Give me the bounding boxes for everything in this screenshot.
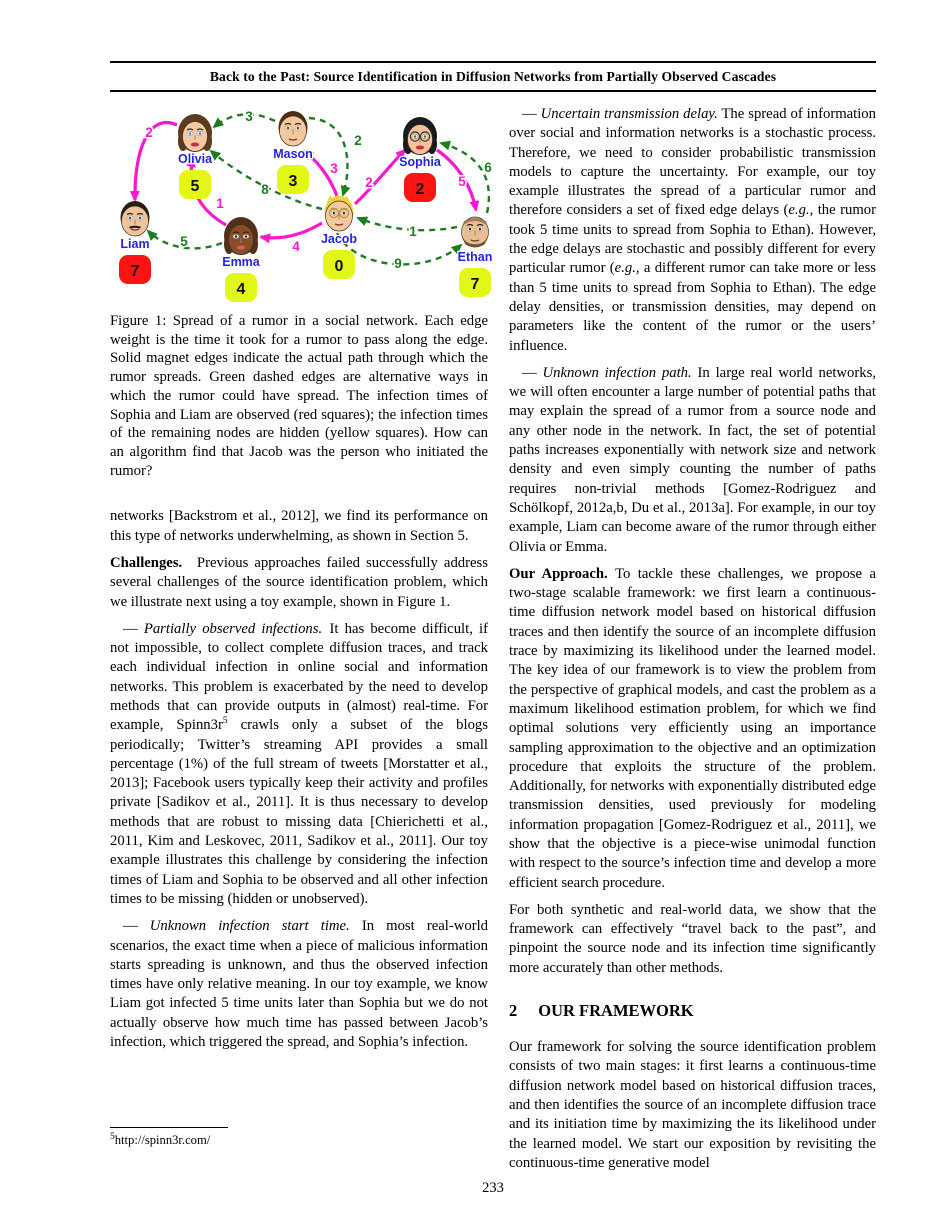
paragraph bbox=[509, 1038, 876, 1173]
footnote-rule bbox=[110, 1127, 228, 1128]
text-segment: Unknown infection path. bbox=[542, 364, 692, 381]
text-segment: — bbox=[123, 918, 150, 935]
paragraph bbox=[509, 105, 876, 356]
infection-time-value: 0 bbox=[334, 258, 344, 275]
text-segment: Uncertain transmission delay. bbox=[540, 106, 718, 122]
node-name-label: Sophia bbox=[399, 155, 441, 169]
header-rule-top bbox=[110, 61, 876, 63]
node-jacob bbox=[321, 194, 357, 279]
edge-weight-label: 1 bbox=[216, 196, 224, 211]
edge-jacob-emma bbox=[261, 223, 322, 254]
text-segment: In most real-world scenarios, the exact time when a piece of malicious information starts spreading is unknown, and thus the observed infection times have only relative meaning. In our toy example, we know Liam got infected 5 time units later than Sophia but we do not actually observe how much time has passed between Jacob’s infection, which triggered the spread, and Sophia’s infection. bbox=[110, 918, 489, 1051]
footnote-reference: 5 bbox=[222, 716, 228, 727]
edge-weight-label: 4 bbox=[292, 239, 300, 254]
edge-olivia-liam bbox=[135, 123, 177, 200]
paragraph bbox=[509, 901, 876, 978]
right-column-paragraphs-bottom bbox=[509, 1038, 876, 1173]
node-name-label: Olivia bbox=[177, 152, 213, 166]
edge-weight-label: 9 bbox=[394, 256, 402, 271]
text-segment: Our Approach. bbox=[509, 565, 608, 582]
text-segment: Previous approaches failed successfully address several challenges of the source identification problem, which we illustrate next using a toy example, shown in Figure 1. bbox=[110, 554, 488, 610]
edge-weight-label: 2 bbox=[354, 133, 362, 148]
figure-1 bbox=[110, 104, 498, 305]
edge-weight-label: 6 bbox=[484, 160, 492, 175]
paragraph bbox=[110, 554, 488, 612]
edge-ethan-jacob bbox=[358, 218, 457, 239]
node-name-label: Mason bbox=[273, 147, 313, 161]
infection-time-value: 7 bbox=[130, 263, 140, 280]
text-segment: It has become difficult, if not impossible, to collect complete diffusion traces, and track each individual infection in online social and information networks. This problem is exacerbated by the need to develop methods that can provide outputs in (almost) real-time. For example, Spinn3r bbox=[110, 620, 488, 734]
text-segment: In large real world networks, we will often encounter a large number of potential paths that may explain the spread of a rumor from a source node and any other node in the network. In fact, the set of potential paths increases exponentially with network size and network density and even simply counting the number of paths requires non-trivial methods [Gomez-Rodriguez and Schölkopf, 2012a,b, Du et al., 2013a]. For example, in our toy example, Liam can become aware of the rumor through either Olivia or Emma. bbox=[509, 364, 876, 555]
running-head-title: Back to the Past: Source Identification in Diffusion Networks from Partially Observed Cascades bbox=[209, 69, 777, 84]
paragraph bbox=[509, 565, 876, 893]
section-title: OUR FRAMEWORK bbox=[538, 1001, 694, 1021]
infection-time-value: 2 bbox=[415, 181, 425, 198]
node-mason bbox=[273, 111, 313, 194]
avatar-sophia bbox=[403, 117, 437, 155]
footnote-url: http://spinn3r.com/ bbox=[114, 1133, 211, 1147]
text-segment: Our framework for solving the source identification problem consists of two main stages: it first learns a continuous-time diffusion network model based on historical diffusion traces, and then identifies the source of an incomplete diffusion trace and its initiation time by maximizing the its likelihood under the learned model. We start our exposition by revisiting the continuous-time generative model bbox=[509, 1039, 876, 1171]
edge-emma-liam bbox=[148, 231, 222, 249]
text-segment: Partially observed infections. bbox=[143, 620, 323, 637]
text-segment: networks [Backstrom et al., 2012], we find its performance on this type of networks underwhelming, as shown in Section 5. bbox=[110, 508, 488, 544]
text-segment: Unknown infection start time. bbox=[149, 918, 350, 935]
edge-ethan-sophia bbox=[441, 143, 492, 213]
avatar-jacob bbox=[325, 194, 354, 231]
paragraph bbox=[110, 507, 488, 546]
node-name-label: Emma bbox=[222, 255, 260, 269]
edge-jacob-sophia bbox=[355, 150, 405, 204]
avatar-mason bbox=[279, 111, 308, 146]
text-segment: , a different rumor can take more or less than 5 time units to spread from Sophia to Ethan). The edge delay densities, or transmission densities, may depend on parameters like the content of the rumor or the users’ influence. bbox=[509, 260, 876, 354]
figure-1-network-diagram bbox=[110, 104, 498, 305]
edge-weight-label: 5 bbox=[180, 234, 188, 249]
edge-mason-jacob bbox=[309, 118, 362, 195]
text-segment: — bbox=[522, 106, 541, 122]
text-segment: The spread of information over social and information networks is a stochastic process. Therefore, we need to consider probabilistic transmission models to capture the uncertainty. For example, our toy example illustrates the spread of a particular rumor and therefore considers a set of fixed edge delays ( bbox=[509, 106, 876, 219]
text-segment: crawls only a subset of the blogs periodically; Twitter’s streaming API provides a small percentage (1%) of the full stream of tweets [Morstatter et al., 2013]; Facebook users typically keep their activity and profiles private [Sadikov et al., 2011]. It is thus necessary to develop methods that are robust to missing data [Chierichetti et al., 2011, Kim and Leskovec, 2011, Sadikov et al., 2011]. Our toy example illustrates this challenge by considering the infection times of Liam and Sophia to be observed and all other infection times to be missing (hidden or unobserved). bbox=[110, 717, 488, 907]
avatar-emma bbox=[224, 217, 258, 255]
footnote-text bbox=[110, 1133, 488, 1148]
paragraph bbox=[110, 620, 488, 909]
node-sophia bbox=[399, 117, 442, 202]
paragraph bbox=[509, 364, 876, 557]
text-segment: e.g. bbox=[788, 202, 810, 219]
text-segment: — bbox=[123, 620, 144, 637]
edge-mason-olivia bbox=[214, 109, 275, 127]
text-segment: — bbox=[522, 364, 543, 381]
footnote bbox=[110, 1127, 488, 1148]
node-name-label: Liam bbox=[120, 237, 150, 251]
edge-sophia-ethan bbox=[437, 150, 476, 210]
edge-weight-label: 8 bbox=[261, 182, 269, 197]
page-number: 233 bbox=[482, 1180, 504, 1196]
right-column bbox=[509, 105, 876, 1181]
left-column-paragraphs bbox=[110, 507, 488, 1052]
avatar-olivia bbox=[178, 114, 212, 152]
edge-weight-label: 3 bbox=[330, 161, 338, 176]
section-heading bbox=[509, 1001, 876, 1021]
text-segment: , the rumor took 5 time units to spread from Sophia to Ethan). However, the edge delays are stochastic and possibly different for every particular rumor ( bbox=[509, 202, 877, 277]
infection-time-value: 3 bbox=[288, 173, 298, 190]
node-name-label: Ethan bbox=[457, 250, 493, 264]
avatar-ethan bbox=[462, 217, 489, 247]
node-olivia bbox=[178, 114, 213, 199]
text-segment: Challenges. bbox=[110, 554, 183, 571]
node-liam bbox=[119, 201, 151, 284]
edge-weight-label: 5 bbox=[458, 174, 466, 189]
edge-weight-label: 2 bbox=[365, 175, 373, 190]
paragraph bbox=[110, 917, 488, 1052]
figure-1-caption: Figure 1: Spread of a rumor in a social network. Each edge weight is the time it took for a rumor to pass along the edge. Solid magnet edges indicate the actual path through which the rumor spreads. Green dashed edges are alternative ways in which the rumor could have spread. The infection times of Sophia and Liam are observed (red squares); the infection times of the remaining nodes are hidden (yellow squares). How can an algorithm find that Jacob was the person who initiated the rumor? bbox=[110, 313, 488, 479]
text-segment: e.g. bbox=[614, 260, 636, 277]
section-number: 2 bbox=[509, 1001, 518, 1021]
footnote-marker: 5 bbox=[110, 1131, 115, 1142]
header-rule-bottom bbox=[110, 90, 876, 92]
infection-time-value: 4 bbox=[236, 281, 246, 298]
infection-time-value: 5 bbox=[190, 178, 200, 195]
left-column bbox=[110, 103, 493, 1060]
avatar-liam bbox=[121, 201, 150, 236]
text-segment: For both synthetic and real-world data, we show that the framework can effectively “travel back to the past”, and pinpoint the source node and its infection time significantly more accurately than other methods. bbox=[509, 901, 876, 976]
node-emma bbox=[222, 217, 261, 302]
right-column-paragraphs-top bbox=[509, 105, 876, 978]
edge-weight-label: 2 bbox=[145, 125, 153, 140]
infection-time-value: 7 bbox=[470, 276, 480, 293]
edge-weight-label: 3 bbox=[245, 109, 253, 124]
text-segment: To tackle these challenges, we propose a two-stage scalable framework: we first learn a continuous-time diffusion network model based on historical diffusion traces and then identify the source of an incomplete diffusion trace by maximizing its likelihood under the learned model. The key idea of our framework is to view the problem from the perspective of graphical models, and cast the problem as a maximum likelihood estimation problem, for which we find optimal solutions very efficiently using an importance sampling approximation to the objective and an optimization procedure that exploits the structure of the problem. Additionally, for networks with exponentially distributed edge transmission densities, used previously for modeling information propagation [Gomez-Rodriguez et al., 2011], we show that the objective is a piece-wise unimodal function with respect to the source’s infection time and develop a more efficient search procedure. bbox=[509, 565, 876, 891]
node-name-label: Jacob bbox=[320, 232, 358, 246]
node-ethan bbox=[458, 217, 493, 297]
edge-weight-label: 1 bbox=[409, 224, 417, 239]
